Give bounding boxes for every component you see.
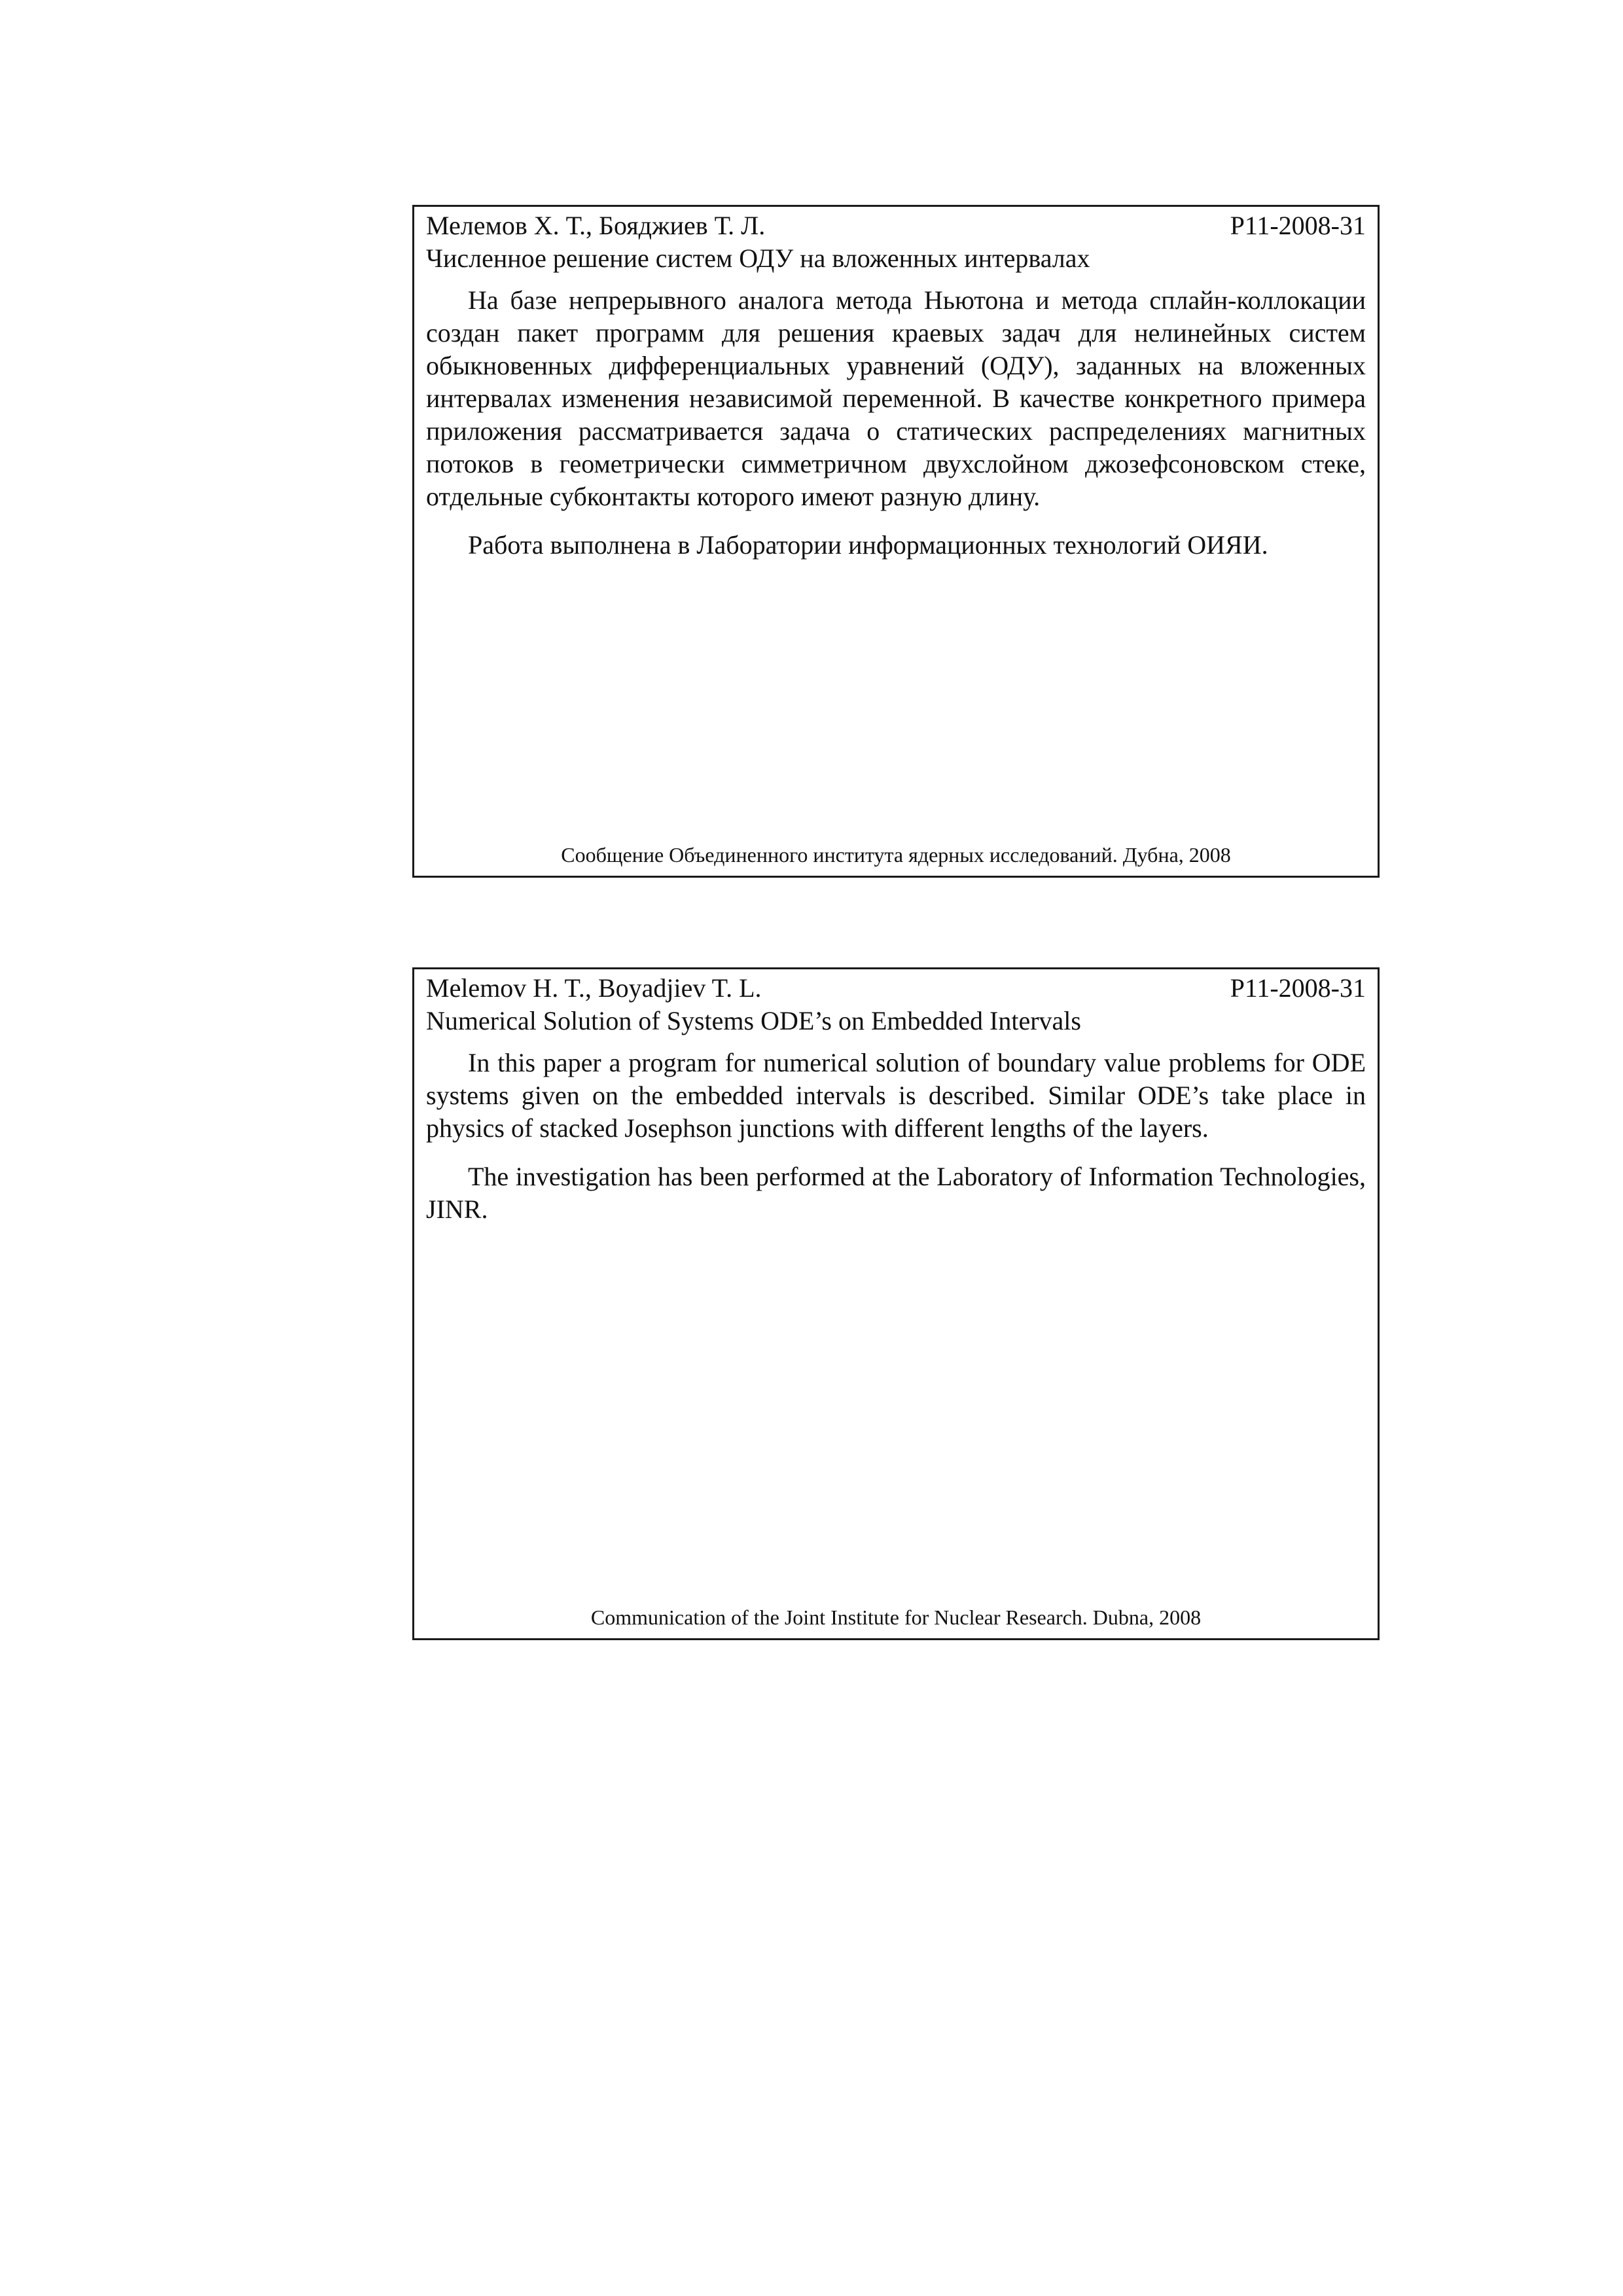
authors: Melemov H. T., Boyadjiev T. L. — [426, 973, 762, 1003]
paper-title: Numerical Solution of Systems ODE’s on Embedded Intervals — [426, 1006, 1081, 1035]
authors: Мелемов Х. Т., Бояджиев Т. Л. — [426, 211, 766, 240]
abstract-card-russian — [412, 205, 1380, 878]
card-header — [426, 209, 1366, 242]
abstract-body — [426, 1047, 1366, 1226]
paper-title: Численное решение систем ОДУ на вложенных интервалах — [426, 243, 1090, 273]
abstract-body — [426, 284, 1366, 562]
abstract-card-english — [412, 967, 1380, 1640]
preprint-code: Р11-2008-31 — [1230, 211, 1366, 240]
preprint-code: P11-2008-31 — [1230, 973, 1366, 1003]
affiliation-paragraph: The investigation has been performed at the Laboratory of Information Technologies, JINR. — [426, 1162, 1366, 1224]
card-header — [426, 972, 1366, 1005]
abstract-paragraph: На базе непрерывного аналога метода Ньютона и метода сплайн-коллокации создан пакет программ для решения краевых задач для нелинейных систем обыкновенных дифференциальных уравнений (ОДУ), заданных на вложенных интервалах изменения независимой переменной. В качестве конкретного примера приложения рассматривается задача о статических распределениях магнитных потоков в геометрически симметричном двухслойном джозефсоновском стеке, отдельные субконтакты которого имеют разную длину. — [426, 285, 1366, 511]
abstract-paragraph: In this paper a program for numerical solution of boundary value problems for ODE systems given on the embedded intervals is described. Similar ODE’s take place in physics of stacked Josephson junctions with different lengths of the layers. — [426, 1048, 1366, 1143]
publication-footer: Communication of the Joint Institute for Nuclear Research. Dubna, 2008 — [590, 1605, 1202, 1629]
affiliation-paragraph: Работа выполнена в Лаборатории информационных технологий ОИЯИ. — [468, 530, 1268, 560]
publication-footer: Сообщение Объединенного института ядерных исследований. Дубна, 2008 — [561, 843, 1231, 867]
